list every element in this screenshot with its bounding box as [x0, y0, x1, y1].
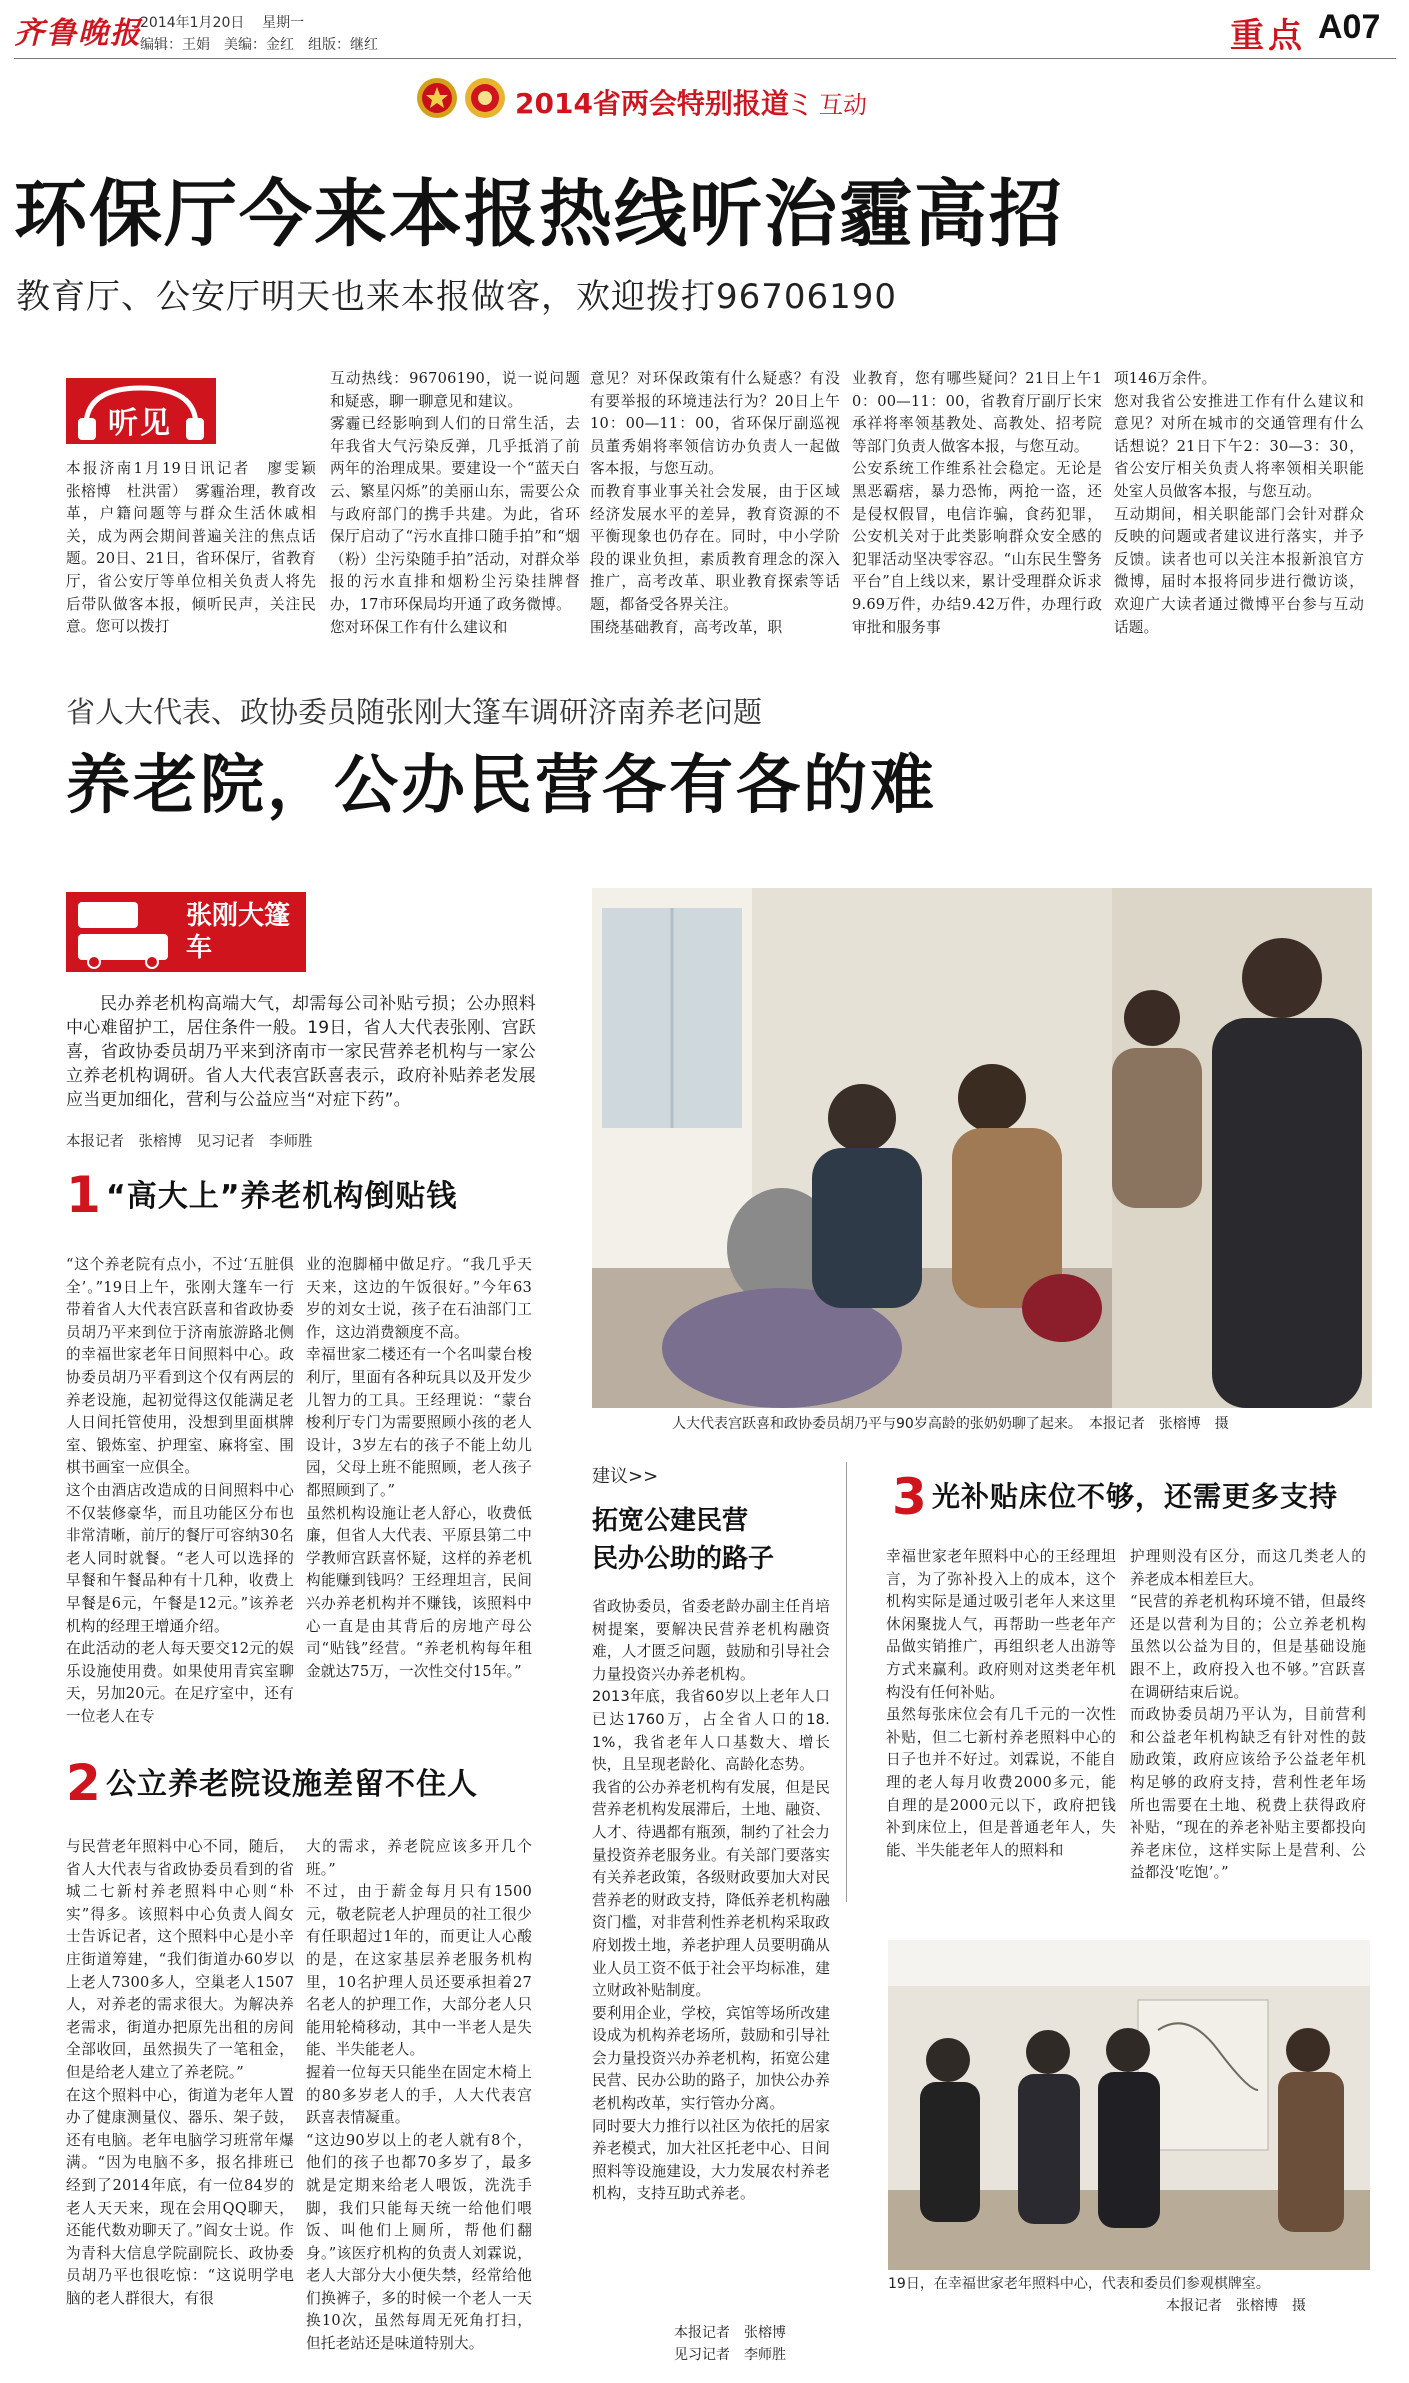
section3-number: 3	[892, 1468, 927, 1526]
tingjian-logo-text: 听见	[108, 406, 172, 441]
caravan-logo-text: 张刚大篷车	[186, 901, 291, 963]
weekday: 星期一	[262, 15, 305, 31]
photo2-caption-line-2: 本报记者 张榕博 摄	[1166, 2298, 1306, 2314]
section1-number: 1	[66, 1166, 101, 1224]
section2-column-a: 与民营老年照料中心不同，随后，省人大代表与省政协委员看到的省城二七新村养老照料中心则“朴实”得多。该照料中心负责人阎女士告诉记者，这个照料中心是小辛庄街道筹建，“我们街道办60岁以上老人7300多人，空巢老人1507人，对养老的需求很大。为解决养老需求，街道办把原先出租的房间全部收回，虽然损失了一笔租金，但是给老人建立了养老院。” 在这个照料中心，街道为老年人置办了健康测量仪、器乐、架子鼓，还有电脑。老年电脑学习班常年爆满。“因为电脑不多，报名排班已经到了2014年底，有一位84岁的老人天天来，现在会用QQ聊天，还能代数劝聊天了。”阎女士说。作为青科大信息学院副院长、政协委员胡乃平也很吃惊：“这说明学电脑的老人群很大，有很	[66, 1838, 294, 2307]
section2-title: 公立养老院设施差留不住人	[106, 1767, 478, 1802]
banner-tag: 互动	[819, 91, 867, 119]
section2-number: 2	[66, 1754, 101, 1812]
advice-kicker: 建议>>	[592, 1466, 659, 1487]
advice-body: 省政协委员，省委老龄办副主任肖培树提案，要解决民营养老机构融资难，人才匮乏问题，鼓励和引导社会力量投资兴办养老机构。 2013年底，我省60岁以上老年人口已达1760万，占全省人口的18.1%，我省老年人口基数大、增长快，且呈现老龄化、高龄化态势。 我省的公办养老机构有发展，但是民营养老机构发展滞后，土地、融资、人才、待遇都有瓶颈，制约了社会力量投资养老服务业。有关部门要落实有关养老政策，各级财政要加大对民营养老的财政支持，降低养老机构融资门槛，对非营利性养老机构采取政府划拨土地，养老护理人员要明确从业人员工资不低于社会平均标准，建立财政补贴制度。 要利用企业，学校，宾馆等场所改建设成为机构养老场所，鼓励和引导社会力量投资兴办养老机构，拓宽公建民营、民办公助的路子，加快公办养老机构改革，实行管办分离。 同时要大力推行以社区为依托的居家养老模式，加大社区托老中心、日间照料等设施建设，大力发展农村养老机构，支持互助式养老。	[592, 1598, 830, 2203]
story1-column-2: 互动热线：96706190，说一说问题和疑惑，聊一聊意见和建议。 雾霾已经影响到人们的日常生活，去年我省大气污染反弹，几乎抵消了前两年的治理成果。要建设一个“蓝天白云、繁星闪烁”的美丽山东，需要公众与政府部门的携手共建。为此，省环保厅启动了“污水直排口随手拍”和“烟（粉）尘污染随手拍”活动，对群众举报的污水直排和烟粉尘污染挂牌督办，17市环保局均开通了政务微博。 您对环保工作有什么建议和	[330, 370, 580, 636]
zhanggang-caravan-logo	[66, 892, 306, 972]
section1-title: “高大上”养老机构倒贴钱	[106, 1179, 458, 1214]
section1-column-a: “这个养老院有点小，不过‘五脏俱全’。”19日上午，张刚大篷车一行带着省人大代表宫跃喜和省政协委员胡乃平来到位于济南旅游路北侧的幸福世家老年日间照料中心。政协委员胡乃平看到这个仅有两层的养老设施，起初觉得这仅能满足老人日间托管使用，没想到里面棋牌室、锻炼室、护理室、麻将室、围棋书画室一应俱全。 这个由酒店改造成的日间照料中心不仅装修豪华，而且功能区分布也非常清晰，前厅的餐厅可容纳30名老人同时就餐。“老人可以选择的早餐和午餐品种有十几种，收费上早餐是6元，午餐是12元。”该养老机构的经理王增通介绍。 在此活动的老人每天要交12元的娱乐设施使用费。如果使用青宾室聊天，另加20元。在足疗室中，还有一位老人在专	[66, 1256, 294, 1725]
column-divider	[846, 1462, 847, 1902]
masthead-rule	[14, 58, 1396, 59]
story1-column-1: 本报济南1月19日讯记者 廖雯颖 张榕博 杜洪雷） 雾霾治理，教育改革，户籍问题等与群众生活休戚相关，成为两会期间普遍关注的焦点话题。20日、21日，省环保厅，省教育厅，省公安厅等单位相关负责人将先后带队做客本报，倾听民声，关注民意。您可以拨打	[66, 460, 331, 636]
banner-title: 2014省两会特别报道	[515, 87, 789, 120]
special-report-banner	[415, 70, 955, 130]
issue-date	[140, 12, 304, 32]
story2-kicker: 省人大代表、政协委员随张刚大篷车调研济南养老问题	[66, 695, 763, 729]
page-number: A07	[1318, 8, 1381, 46]
section3-column-b: 护理则没有区分，而这几类老人的养老成本相差巨大。 “民营的养老机构环境不错，但最终还是以营利为目的；公立养老机构虽然以公益为目的，但是基础设施跟不上，政府投入也不够。”宫跃喜在调研结束后说。 而政协委员胡乃平认为，目前营利和公益老年机构缺乏有针对性的鼓励政策，政府应该给予公益老年机构足够的政府支持，营利性老年场所也需要在土地、税费上获得政府补贴，“现在的养老补贴主要都投向养老床位，这样实际上是营利、公益都没‘吃饱’。”	[1130, 1548, 1366, 1882]
story2-lead: 民办养老机构高端大气，却需每公司补贴亏损；公办照料中心难留护工，居住条件一般。19日，省人大代表张刚、宫跃喜，省政协委员胡乃平来到济南市一家民营养老机构与一家公立养老机构调研。省人大代表宫跃喜表示，政府补贴养老发展应当更加细化，营利与公益应当“对症下药”。	[66, 994, 536, 1110]
photo1-caption: 人大代表宫跃喜和政协委员胡乃平与90岁高龄的张奶奶聊了起来。 本报记者 张榕博 摄	[672, 1416, 1229, 1432]
story1-column-4: 业教育，您有哪些疑问？21日上午10：00—11：00，省教育厅副厅长宋承祥将率领基教处、高教处、招考院等部门负责人做客本报，与您互动。 公安系统工作维系社会稳定。无论是黑恶霸痞，暴力恐怖，两抢一盗，还是侵权假冒，电信诈骗，食药犯罪，公安机关对于此类影响群众安全感的犯罪活动坚决零容忍。“山东民生警务平台”自上线以来，累计受理群众诉求9.69万件，办结9.42万件，办理行政审批和服务事	[852, 370, 1102, 636]
section3-column-a: 幸福世家老年照料中心的王经理坦言，为了弥补投入上的成本，这个机构实际是通过吸引老年人来这里休闲聚拢人气，再帮助一些老年产品做实销推广，再组织老人出游等方式来赢利。政府则对这类老年机构没有任何补贴。 虽然每张床位会有几千元的一次性补贴，但二七新村养老照料中心的日子也并不好过。刘霖说，不能自理的老人每月收费2000多元，能自理的是2000元以下，政府把钱补到床位上，但是普通老年人，失能、半失能老年人的照料和	[886, 1548, 1116, 1859]
story1-subhead: 教育厅、公安厅明天也来本报做客，欢迎拨打96706190	[16, 277, 898, 317]
advice-title-line-2: 民办公助的路子	[592, 1544, 775, 1574]
photo-representatives-with-elderly	[592, 888, 1372, 1408]
story2-byline: 本报记者 张榕博 见习记者 李师胜	[66, 1134, 313, 1150]
cppcc-emblem-icon	[463, 76, 507, 120]
date: 2014年1月20日	[140, 15, 245, 31]
banner-tag-icon: ミ	[785, 88, 815, 123]
section-name: 重点	[1230, 16, 1306, 56]
newspaper-logo: 齐鲁晚报	[14, 16, 142, 51]
story1-headline: 环保厅今来本报热线听治霾高招	[14, 172, 1064, 257]
section3-title: 光补贴床位不够，还需更多支持	[932, 1480, 1339, 1513]
photo1-illustration	[592, 888, 1372, 1408]
photo2-illustration	[888, 1940, 1370, 2270]
section2-column-b: 大的需求，养老院应该多开几个班。” 不过，由于薪金每月只有1500元，敬老院老人护理员的社工很少有任职超过1年的，而更让人心酸的是，在这家基层养老服务机构里，10名护理人员还要承担着27名老人的护理工作，大部分老人只能用轮椅移动，其中一半老人是失能、半失能老人。 握着一位每天只能坐在固定木椅上的80多岁老人的手，人大代表宫跃喜表情凝重。 “这边90岁以上的老人就有8个，他们的孩子也都70多岁了，最多就是定期来给老人喂饭，洗洗手脚，我们只能每天统一给他们喂饭、叫他们上厕所，帮他们翻身。”该医疗机构的负责人刘霖说，老人大部分大小便失禁，经常给他们换裤子，多的时候一个老人一天换10次，虽然每周无死角打扫，但托老站还是味道特别大。	[306, 1838, 532, 2353]
advice-byline-1: 本报记者 张榕博	[674, 2325, 786, 2341]
photo2-caption-line-1: 19日，在幸福世家老年照料中心，代表和委员们参观棋牌室。	[888, 2276, 1270, 2292]
photo-chess-room-visit	[888, 1940, 1370, 2270]
story1-column-3: 意见？对环保政策有什么疑惑？有没有要举报的环境违法行为？20日上午10：00—11：00，省环保厅副巡视员董秀娟将率领信访办负责人一起做客本报，与您互动。 而教育事业事关社会发展，由于区域经济发展水平的差异，教育资源的不平衡现象也仍存在。同时，中小学阶段的课业负担，素质教育理念的深入推广，高考改革、职业教育探索等话题，都备受各界关注。 围绕基础教育，高考改革，职	[590, 370, 840, 636]
advice-byline-2: 见习记者 李师胜	[674, 2347, 786, 2363]
story2-headline: 养老院，公办民营各有各的难	[66, 749, 937, 823]
advice-title-line-1: 拓宽公建民营	[592, 1506, 749, 1536]
national-emblem-icon	[415, 76, 459, 120]
masthead	[0, 0, 1409, 60]
story1-column-5: 项146万余件。 您对我省公安推进工作有什么建议和意见？对所在城市的交通管理有什么话想说？21日下午2：30—3：30，省公安厅相关负责人将率领相关职能处室人员做客本报，与您互动。 互动期间，相关职能部门会针对群众反映的问题或者建议进行落实，并予反馈。读者也可以关注本报新浪官方微博，届时本报将同步进行微访谈，欢迎广大读者通过微博平台参与互动话题。	[1114, 370, 1364, 636]
tingjian-logo	[66, 378, 216, 444]
editors-line: 编辑：王娟 美编：金红 组版：继红	[140, 37, 378, 53]
section1-column-b: 业的泡脚桶中做足疗。“我几乎天天来，这边的午饭很好。”今年63岁的刘女士说，孩子在石油部门工作，这边消费额度不高。 幸福世家二楼还有一个名叫蒙台梭利厅，里面有各种玩具以及开发少儿智力的工具。王经理说：“蒙台梭利厅专门为需要照顾小孩的老人设计，3岁左右的孩子不能上幼儿园，父母上班不能照顾，老人孩子都照顾到了。” 虽然机构设施让老人舒心，收费低廉，但省人大代表、平原县第二中学教师宫跃喜怀疑，这样的养老机构能赚到钱吗？王经理坦言，民间兴办养老机构并不赚钱，该照料中心一直是由其背后的房地产母公司“贴钱”经营。“养老机构每年租金就达75万，一次性交付15年。”	[306, 1256, 532, 1680]
bus-icon	[70, 892, 180, 972]
